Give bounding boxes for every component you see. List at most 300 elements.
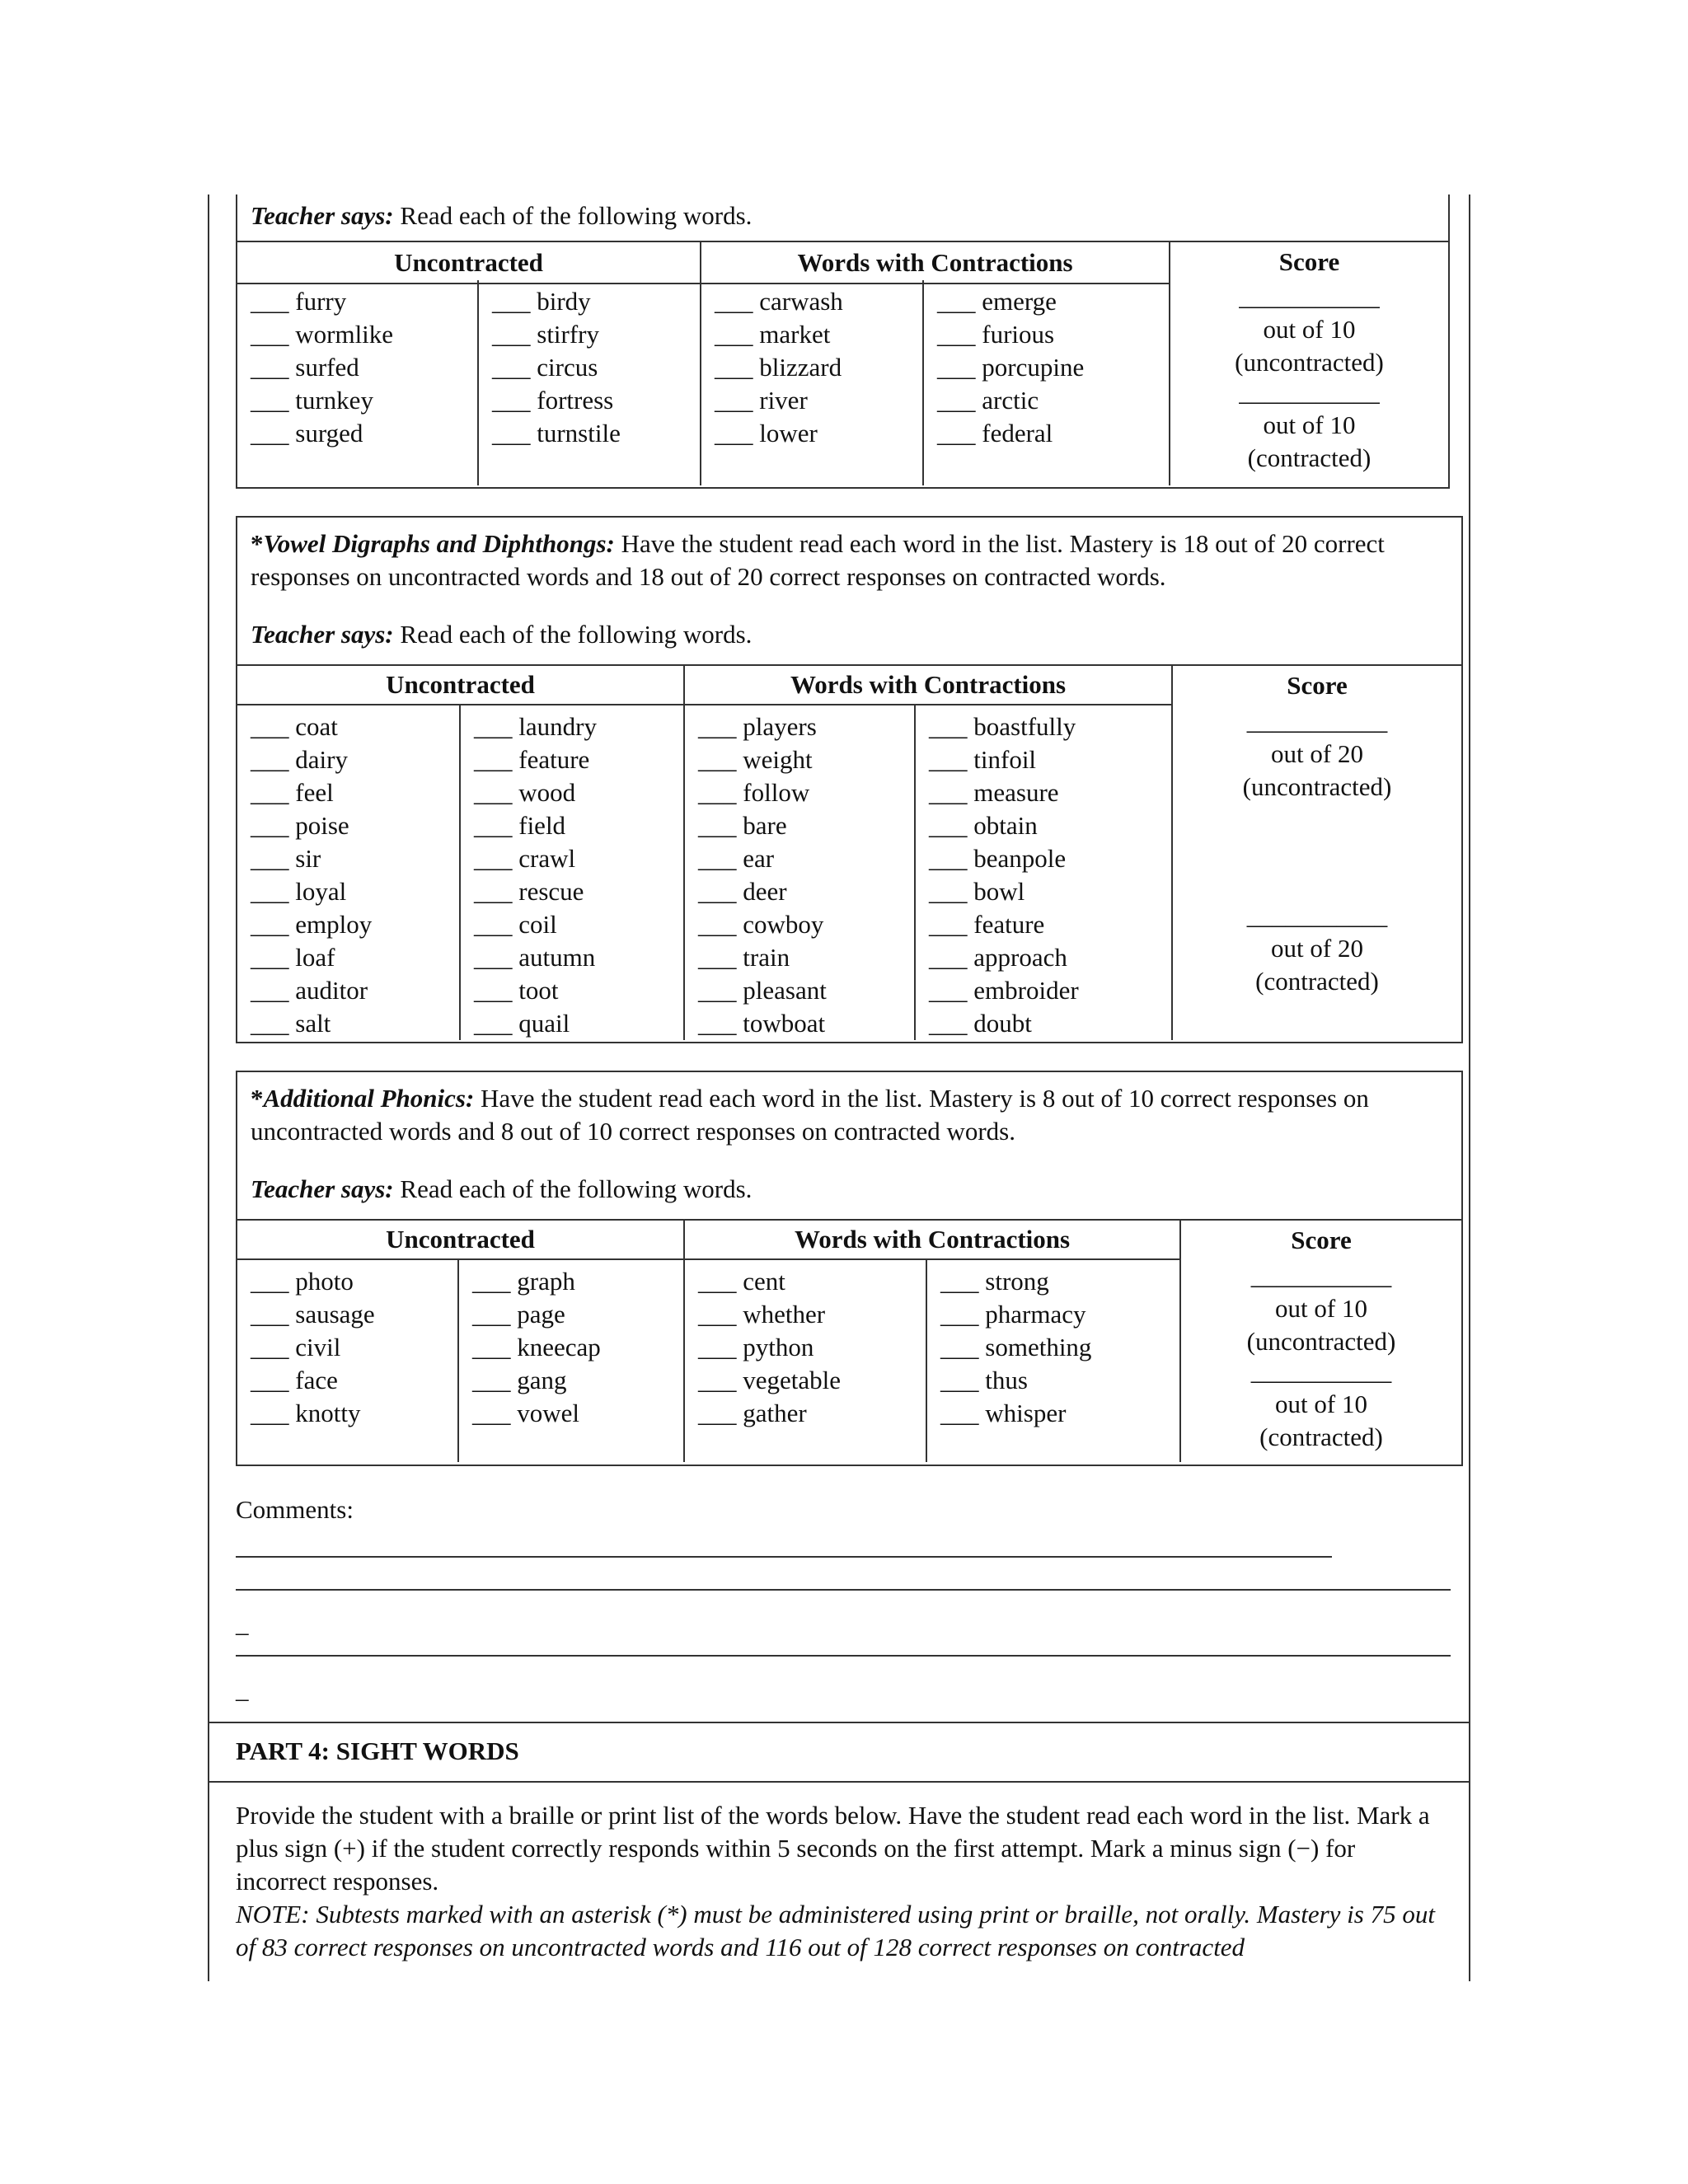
word-text: vegetable xyxy=(736,1366,842,1394)
word-text: stirfry xyxy=(530,320,600,349)
answer-blank[interactable]: ___ xyxy=(492,419,531,448)
answer-blank[interactable]: ___ xyxy=(929,877,968,906)
word-item xyxy=(492,318,700,351)
teacher-says-text: Read each of the following words. xyxy=(400,201,753,230)
comment-dash: _ xyxy=(236,1675,249,1704)
answer-blank[interactable]: ___ xyxy=(937,386,976,415)
score-out-of: out of 10 xyxy=(1263,315,1356,344)
word-item xyxy=(251,908,459,941)
word-item xyxy=(472,1331,683,1364)
word-text: vowel xyxy=(510,1399,580,1427)
answer-blank[interactable]: ___ xyxy=(698,778,737,807)
teacher-says-label: Teacher says: xyxy=(251,620,394,649)
part4-instructions xyxy=(236,1799,1452,1964)
answer-blank[interactable]: ___ xyxy=(251,1399,289,1427)
header-score: Score xyxy=(1170,241,1448,284)
word-item xyxy=(251,875,459,908)
answer-blank[interactable]: ___ xyxy=(474,811,513,840)
part4-note: NOTE: Subtests marked with an asterisk (*) must be administered using print or braille, not orally. Mastery is 75 out of 83 correct responses on uncontracted words and 116 out of 128 correct responses on contracted xyxy=(236,1900,1435,1961)
word-text: toot xyxy=(512,976,559,1005)
answer-blank[interactable]: ___ xyxy=(474,745,513,774)
word-text: employ xyxy=(288,910,373,939)
answer-blank[interactable]: ___ xyxy=(929,910,968,939)
word-text: sausage xyxy=(288,1300,375,1329)
answer-blank[interactable]: ___ xyxy=(474,943,513,972)
comment-line-1[interactable] xyxy=(236,1556,1332,1558)
word-text: train xyxy=(736,943,790,972)
answer-blank[interactable]: ___ xyxy=(698,943,737,972)
word-item xyxy=(929,776,1171,809)
word-text: civil xyxy=(288,1333,341,1361)
answer-blank[interactable]: ___ xyxy=(251,1009,289,1038)
answer-blank[interactable]: ___ xyxy=(474,1009,513,1038)
answer-blank[interactable]: ___ xyxy=(940,1300,979,1329)
answer-blank[interactable]: ___ xyxy=(492,386,531,415)
score-out-of: out of 10 xyxy=(1263,410,1356,439)
answer-blank[interactable]: ___ xyxy=(937,287,976,316)
word-text: crawl xyxy=(512,844,576,873)
answer-blank[interactable]: ___ xyxy=(929,943,968,972)
header-contracted: Words with Contractions xyxy=(701,241,1170,284)
word-text: feature xyxy=(967,910,1045,939)
answer-blank[interactable]: ___ xyxy=(474,976,513,1005)
word-text: market xyxy=(753,320,831,349)
answer-blank[interactable]: ___ xyxy=(698,745,737,774)
word-text: field xyxy=(512,811,566,840)
answer-blank[interactable]: ___ xyxy=(472,1399,511,1427)
word-item xyxy=(715,351,922,384)
word-item xyxy=(251,351,477,384)
word-item xyxy=(251,384,477,417)
word-item xyxy=(940,1265,1179,1298)
header-contracted: Words with Contractions xyxy=(684,665,1172,705)
answer-blank[interactable]: ___ xyxy=(251,1267,289,1296)
word-text: turnstile xyxy=(530,419,621,448)
header-uncontracted: Uncontracted xyxy=(237,241,701,284)
answer-blank[interactable]: ___ xyxy=(940,1366,979,1394)
header-score: Score xyxy=(1172,665,1461,705)
answer-blank[interactable]: ___ xyxy=(474,877,513,906)
word-item xyxy=(929,842,1171,875)
answer-blank[interactable]: ___ xyxy=(251,844,289,873)
word-text: surfed xyxy=(288,353,359,382)
word-item xyxy=(698,974,914,1007)
word-item xyxy=(492,417,700,450)
word-text: bowl xyxy=(967,877,1025,906)
word-text: blizzard xyxy=(753,353,842,382)
word-text: carwash xyxy=(753,287,843,316)
word-item xyxy=(474,710,683,743)
answer-blank[interactable]: ___ xyxy=(251,976,289,1005)
section-intro: Have the student read each word in the list. Mastery is 8 out of 10 correct responses on uncontracted words and 8 out of 10 correct responses on contracted words. xyxy=(251,1084,1369,1146)
answer-blank[interactable]: ___ xyxy=(472,1267,511,1296)
answer-blank[interactable]: ___ xyxy=(472,1300,511,1329)
answer-blank[interactable]: ___ xyxy=(251,1300,289,1329)
score-uncontracted: (uncontracted) xyxy=(1246,1327,1396,1356)
word-item xyxy=(474,875,683,908)
word-item xyxy=(698,875,914,908)
score-out-of: out of 10 xyxy=(1275,1294,1367,1323)
header-uncontracted: Uncontracted xyxy=(237,665,684,705)
answer-blank[interactable]: ___ xyxy=(698,1009,737,1038)
word-column xyxy=(923,280,1170,485)
answer-blank[interactable]: ___ xyxy=(698,1267,737,1296)
word-item xyxy=(937,417,1169,450)
word-text: deer xyxy=(736,877,787,906)
word-text: knotty xyxy=(288,1399,361,1427)
score-blank[interactable]: ___________ xyxy=(1246,706,1388,735)
word-item xyxy=(940,1397,1179,1430)
answer-blank[interactable]: ___ xyxy=(698,976,737,1005)
word-text: sir xyxy=(288,844,321,873)
word-text: gather xyxy=(736,1399,807,1427)
part4-header xyxy=(208,1722,1470,1783)
word-item xyxy=(698,941,914,974)
answer-blank[interactable]: ___ xyxy=(251,910,289,939)
word-item xyxy=(929,743,1171,776)
word-item xyxy=(251,743,459,776)
word-item xyxy=(698,710,914,743)
word-item xyxy=(940,1364,1179,1397)
word-item xyxy=(715,318,922,351)
word-item xyxy=(937,351,1169,384)
word-item xyxy=(474,974,683,1007)
word-text: lower xyxy=(753,419,818,448)
answer-blank[interactable]: ___ xyxy=(698,844,737,873)
word-text: dairy xyxy=(288,745,348,774)
part4-title: PART 4: SIGHT WORDS xyxy=(236,1736,519,1765)
word-text: laundry xyxy=(512,712,597,741)
score-uncontracted: (uncontracted) xyxy=(1242,772,1392,801)
word-text: coil xyxy=(512,910,557,939)
comment-line-2[interactable] xyxy=(236,1589,1451,1591)
word-item xyxy=(251,776,459,809)
section-title: Additional Phonics: xyxy=(263,1084,475,1113)
answer-blank[interactable]: ___ xyxy=(472,1366,511,1394)
answer-blank[interactable]: ___ xyxy=(937,320,976,349)
section-title: Vowel Digraphs and Diphthongs: xyxy=(263,529,615,558)
word-item xyxy=(698,842,914,875)
answer-blank[interactable]: ___ xyxy=(251,778,289,807)
score-blank[interactable]: ___________ xyxy=(1246,901,1388,930)
word-item xyxy=(937,384,1169,417)
word-column xyxy=(684,1259,926,1462)
word-item xyxy=(251,1331,457,1364)
word-column xyxy=(460,705,684,1040)
word-text: page xyxy=(510,1300,565,1329)
word-item xyxy=(474,776,683,809)
word-text: beanpole xyxy=(967,844,1067,873)
word-item xyxy=(492,285,700,318)
word-item xyxy=(251,941,459,974)
word-text: quail xyxy=(512,1009,570,1038)
part4-instructions-text: Provide the student with a braille or print list of the words below. Have the student read each word in the list. Mark a plus sign (+) if the student correctly responds within 5 seconds on the first attempt. Mark a minus sign (−) for incorrect responses. xyxy=(236,1801,1430,1896)
answer-blank[interactable]: ___ xyxy=(251,1366,289,1394)
teacher-says-text: Read each of the following words. xyxy=(400,1174,753,1203)
answer-blank[interactable]: ___ xyxy=(251,811,289,840)
answer-blank[interactable]: ___ xyxy=(474,844,513,873)
word-item xyxy=(929,908,1171,941)
word-item xyxy=(698,776,914,809)
word-item xyxy=(474,809,683,842)
word-item xyxy=(251,710,459,743)
word-column xyxy=(915,705,1172,1040)
answer-blank[interactable]: ___ xyxy=(251,1333,289,1361)
word-text: pleasant xyxy=(736,976,827,1005)
word-text: kneecap xyxy=(510,1333,601,1361)
answer-blank[interactable]: ___ xyxy=(929,976,968,1005)
answer-blank[interactable]: ___ xyxy=(251,745,289,774)
answer-blank[interactable]: ___ xyxy=(940,1399,979,1427)
section1-words xyxy=(237,280,1448,485)
word-item xyxy=(251,417,477,450)
answer-blank[interactable]: ___ xyxy=(929,778,968,807)
score-blank[interactable]: ___________ xyxy=(1239,282,1380,311)
word-text: poise xyxy=(288,811,349,840)
answer-blank[interactable]: ___ xyxy=(940,1267,979,1296)
section-intro: Have the student read each word in the list. Mastery is 18 out of 20 correct responses on uncontracted words and 18 out of 20 correct responses on contracted words. xyxy=(251,529,1385,591)
word-text: strong xyxy=(978,1267,1049,1296)
answer-blank[interactable]: ___ xyxy=(492,287,531,316)
answer-blank[interactable]: ___ xyxy=(474,712,513,741)
word-text: loyal xyxy=(288,877,347,906)
score-blank[interactable]: ___________ xyxy=(1250,1357,1392,1385)
word-text: boastfully xyxy=(967,712,1076,741)
score-uncontracted: (uncontracted) xyxy=(1235,348,1384,377)
word-item xyxy=(472,1364,683,1397)
word-text: feature xyxy=(512,745,590,774)
word-text: furious xyxy=(975,320,1055,349)
word-item xyxy=(251,1007,459,1040)
score-cell xyxy=(1180,1259,1461,1462)
section2-table xyxy=(237,664,1461,1040)
answer-blank[interactable]: ___ xyxy=(937,419,976,448)
word-text: weight xyxy=(736,745,813,774)
answer-blank[interactable]: ___ xyxy=(929,712,968,741)
word-text: graph xyxy=(510,1267,575,1296)
word-item xyxy=(474,1007,683,1040)
answer-blank[interactable]: ___ xyxy=(698,1333,737,1361)
answer-blank[interactable]: ___ xyxy=(715,287,753,316)
word-item xyxy=(937,285,1169,318)
teacher-says-label: Teacher says: xyxy=(251,1174,394,1203)
word-item xyxy=(251,842,459,875)
word-item xyxy=(698,1007,914,1040)
word-text: doubt xyxy=(967,1009,1032,1038)
word-text: python xyxy=(736,1333,814,1361)
section2-intro: *Vowel Digraphs and Diphthongs: Have the student read each word in the list. Mastery is 18 out of 20 correct responses on uncontracted words and 18 out of 20 correct responses on contracted words. Teacher says: Read each of the following words. xyxy=(251,529,1385,649)
word-item xyxy=(698,1331,926,1364)
page-frame-left xyxy=(208,194,209,1981)
word-item xyxy=(698,809,914,842)
word-text: players xyxy=(736,712,817,741)
word-column xyxy=(684,705,915,1040)
score-out-of: out of 20 xyxy=(1271,934,1363,963)
word-column xyxy=(237,280,478,485)
answer-blank[interactable]: ___ xyxy=(251,877,289,906)
word-item xyxy=(474,842,683,875)
answer-blank[interactable]: ___ xyxy=(698,877,737,906)
word-text: whether xyxy=(736,1300,826,1329)
word-column xyxy=(458,1259,684,1462)
answer-blank[interactable]: ___ xyxy=(474,778,513,807)
answer-blank[interactable]: ___ xyxy=(472,1333,511,1361)
word-item xyxy=(929,974,1171,1007)
answer-blank[interactable]: ___ xyxy=(251,386,289,415)
word-item xyxy=(698,743,914,776)
word-item xyxy=(251,285,477,318)
word-column xyxy=(237,705,460,1040)
word-item xyxy=(474,941,683,974)
word-text: bare xyxy=(736,811,787,840)
answer-blank[interactable]: ___ xyxy=(474,910,513,939)
word-text: thus xyxy=(978,1366,1028,1394)
answer-blank[interactable]: ___ xyxy=(929,745,968,774)
word-text: surged xyxy=(288,419,363,448)
word-item xyxy=(474,908,683,941)
word-text: loaf xyxy=(288,943,335,972)
word-text: birdy xyxy=(530,287,591,316)
word-item xyxy=(251,318,477,351)
word-item xyxy=(937,318,1169,351)
section1-teacher-says xyxy=(237,194,1448,241)
word-item xyxy=(251,809,459,842)
word-text: rescue xyxy=(512,877,584,906)
score-out-of: out of 10 xyxy=(1275,1390,1367,1418)
score-cell xyxy=(1172,705,1461,1040)
answer-blank[interactable]: ___ xyxy=(492,320,531,349)
word-item xyxy=(929,875,1171,908)
answer-blank[interactable]: ___ xyxy=(698,910,737,939)
section3-box xyxy=(236,1071,1463,1466)
answer-blank[interactable]: ___ xyxy=(251,287,289,316)
word-column xyxy=(926,1259,1180,1462)
word-text: cowboy xyxy=(736,910,824,939)
word-item xyxy=(472,1298,683,1331)
score-out-of: out of 20 xyxy=(1271,739,1363,768)
word-item xyxy=(698,1265,926,1298)
word-text: feel xyxy=(288,778,334,807)
word-text: follow xyxy=(736,778,810,807)
header-score: Score xyxy=(1180,1220,1461,1259)
word-text: emerge xyxy=(975,287,1057,316)
answer-blank[interactable]: ___ xyxy=(715,353,753,382)
answer-blank[interactable]: ___ xyxy=(251,320,289,349)
word-column xyxy=(478,280,701,485)
word-text: furry xyxy=(288,287,347,316)
word-text: river xyxy=(753,386,808,415)
word-text: federal xyxy=(975,419,1053,448)
word-item xyxy=(940,1298,1179,1331)
answer-blank[interactable]: ___ xyxy=(929,1009,968,1038)
answer-blank[interactable]: ___ xyxy=(698,1399,737,1427)
word-item xyxy=(698,1397,926,1430)
word-item xyxy=(715,285,922,318)
word-item xyxy=(251,1364,457,1397)
word-item xyxy=(472,1397,683,1430)
word-text: arctic xyxy=(975,386,1039,415)
word-text: approach xyxy=(967,943,1067,972)
word-item xyxy=(251,1265,457,1298)
word-item xyxy=(929,710,1171,743)
score-blank[interactable]: ___________ xyxy=(1239,377,1380,406)
word-text: something xyxy=(978,1333,1092,1361)
answer-blank[interactable]: ___ xyxy=(715,320,753,349)
answer-blank[interactable]: ___ xyxy=(251,943,289,972)
answer-blank[interactable]: ___ xyxy=(929,844,968,873)
word-item xyxy=(492,351,700,384)
comment-dash: _ xyxy=(236,1609,249,1638)
answer-blank[interactable]: ___ xyxy=(698,1300,737,1329)
header-contracted: Words with Contractions xyxy=(684,1220,1180,1259)
answer-blank[interactable]: ___ xyxy=(698,712,737,741)
answer-blank[interactable]: ___ xyxy=(251,353,289,382)
word-item xyxy=(715,417,922,450)
word-item xyxy=(929,1007,1171,1040)
word-text: salt xyxy=(288,1009,331,1038)
word-item xyxy=(251,974,459,1007)
answer-blank[interactable]: ___ xyxy=(251,712,289,741)
word-item xyxy=(698,1298,926,1331)
answer-blank[interactable]: ___ xyxy=(698,1366,737,1394)
word-text: ear xyxy=(736,844,775,873)
word-text: embroider xyxy=(967,976,1079,1005)
answer-blank[interactable]: ___ xyxy=(492,353,531,382)
teacher-says-text: Read each of the following words. xyxy=(400,620,753,649)
word-text: tinfoil xyxy=(967,745,1037,774)
word-item xyxy=(929,941,1171,974)
word-text: fortress xyxy=(530,386,614,415)
comment-line-3[interactable] xyxy=(236,1655,1451,1657)
word-column xyxy=(237,1259,458,1462)
word-text: wormlike xyxy=(288,320,394,349)
answer-blank[interactable]: ___ xyxy=(698,811,737,840)
answer-blank[interactable]: ___ xyxy=(929,811,968,840)
page-frame-right xyxy=(1469,194,1470,1981)
score-cell xyxy=(1170,280,1448,485)
word-text: whisper xyxy=(978,1399,1067,1427)
word-text: cent xyxy=(736,1267,785,1296)
word-item xyxy=(251,1397,457,1430)
word-column xyxy=(701,280,923,485)
word-text: auditor xyxy=(288,976,368,1005)
answer-blank[interactable]: ___ xyxy=(937,353,976,382)
word-text: porcupine xyxy=(975,353,1085,382)
word-text: wood xyxy=(512,778,576,807)
section2-box xyxy=(236,516,1463,1043)
answer-blank[interactable]: ___ xyxy=(251,419,289,448)
word-text: face xyxy=(288,1366,338,1394)
word-text: coat xyxy=(288,712,338,741)
word-text: autumn xyxy=(512,943,596,972)
word-text: measure xyxy=(967,778,1059,807)
word-item xyxy=(929,809,1171,842)
answer-blank[interactable]: ___ xyxy=(940,1333,979,1361)
word-text: obtain xyxy=(967,811,1038,840)
comments-label: Comments: xyxy=(236,1495,354,1524)
answer-blank[interactable]: ___ xyxy=(715,419,753,448)
word-item xyxy=(698,908,914,941)
word-text: turnkey xyxy=(288,386,373,415)
answer-blank[interactable]: ___ xyxy=(715,386,753,415)
score-blank[interactable]: ___________ xyxy=(1250,1261,1392,1290)
score-contracted: (contracted) xyxy=(1247,443,1372,472)
score-contracted: (contracted) xyxy=(1259,1422,1383,1451)
word-item xyxy=(472,1265,683,1298)
word-item xyxy=(940,1331,1179,1364)
word-text: gang xyxy=(510,1366,567,1394)
teacher-says-label: Teacher says: xyxy=(251,201,394,230)
